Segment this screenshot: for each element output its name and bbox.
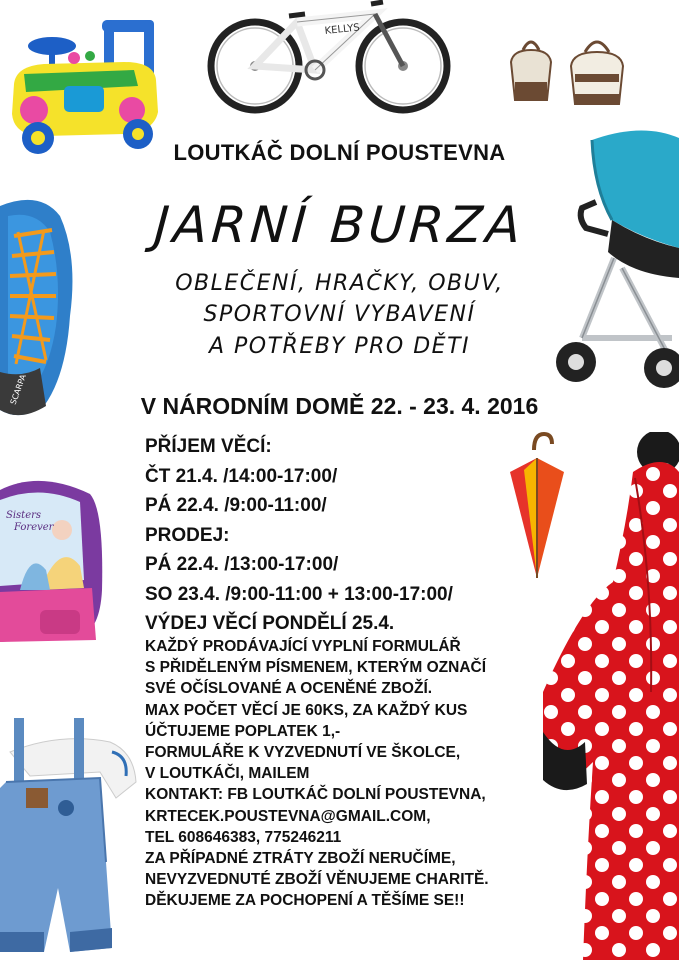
organizer-name: LOUTKÁČ DOLNÍ POUSTEVNA bbox=[173, 140, 506, 165]
info-line: V LOUTKÁČI, MAILEM bbox=[145, 765, 310, 783]
subtitle-line: SPORTOVNÍ VYBAVENÍ bbox=[203, 302, 476, 327]
schedule-line: SO 23.4. /9:00-11:00 + 13:00-17:00/ bbox=[145, 583, 453, 605]
svg-text:Sisters: Sisters bbox=[6, 510, 42, 521]
handbags-image bbox=[505, 32, 630, 112]
info-line: ZA PŘÍPADNÉ ZTRÁTY ZBOŽÍ NERUČÍME, bbox=[145, 850, 456, 868]
info-block bbox=[145, 636, 489, 912]
kids-overalls-image bbox=[0, 712, 138, 960]
info-line: DĚKUJEME ZA POCHOPENÍ A TĚŠÍME SE!! bbox=[145, 892, 465, 910]
info-line: KONTAKT: FB LOUTKÁČ DOLNÍ POUSTEVNA, bbox=[145, 786, 486, 804]
info-line: KAŽDÝ PRODÁVAJÍCÍ VYPLNÍ FORMULÁŘ bbox=[145, 638, 461, 655]
info-line: NEVYZVEDNUTÉ ZBOŽÍ VĚNUJEME CHARITĚ. bbox=[145, 871, 489, 889]
schedule-line: PÁ 22.4. /13:00-17:00/ bbox=[145, 554, 339, 575]
event-title: JARNÍ BURZA bbox=[152, 196, 527, 254]
svg-text:KELLYS: KELLYS bbox=[324, 22, 361, 37]
info-line: FORMULÁŘE K VYZVEDNUTÍ VE ŠKOLCE, bbox=[145, 744, 461, 762]
info-line: MAX POČET VĚCÍ JE 60KS, ZA KAŽDÝ KUS bbox=[145, 701, 468, 719]
info-line: KRTECEK.POUSTEVNA@GMAIL.COM, bbox=[145, 807, 431, 825]
info-line: S PŘIDĚLENÝM PÍSMENEM, KTERÝM OZNAČÍ bbox=[145, 659, 487, 677]
schedule-line: PŘÍJEM VĚCÍ: bbox=[145, 436, 272, 457]
info-line: SVÉ OČÍSLOVANÉ A OCENĚNÉ ZBOŽÍ. bbox=[145, 680, 433, 698]
subtitle-line: OBLEČENÍ, HRAČKY, OBUV, bbox=[175, 271, 504, 296]
polka-dot-costume-image bbox=[543, 432, 679, 960]
schedule-block bbox=[145, 432, 453, 639]
backpack-image bbox=[0, 470, 110, 645]
info-line: TEL 608646383, 775246211 bbox=[145, 828, 342, 846]
venue-date: V NÁRODNÍM DOMĚ 22. - 23. 4. 2016 bbox=[140, 393, 539, 419]
schedule-line: PÁ 22.4. /9:00-11:00/ bbox=[145, 495, 327, 516]
schedule-line: PRODEJ: bbox=[145, 524, 230, 546]
svg-text:Forever: Forever bbox=[14, 522, 54, 533]
info-line: ÚČTUJEME POPLATEK 1,- bbox=[145, 722, 341, 740]
schedule-line: ČT 21.4. /14:00-17:00/ bbox=[145, 465, 338, 487]
svg-text:SCARPA: SCARPA bbox=[8, 373, 28, 406]
subtitle-line: A POTŘEBY PRO DĚTI bbox=[208, 334, 471, 359]
ride-on-toy-car-image bbox=[4, 14, 164, 159]
bicycle-image bbox=[205, 0, 455, 118]
schedule-line: VÝDEJ VĚCÍ PONDĚLÍ 25.4. bbox=[145, 613, 395, 634]
